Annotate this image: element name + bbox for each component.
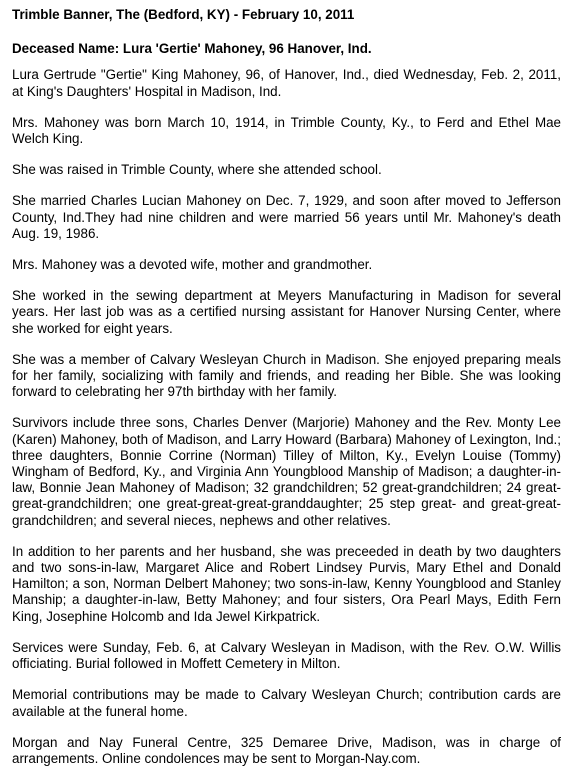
source-heading: Trimble Banner, The (Bedford, KY) - February 10, 2011 (12, 7, 355, 22)
paragraph-church: She was a member of Calvary Wesleyan Church in Madison. She enjoyed preparing meals for her family, socializing with family and friends, and reading her Bible. She was looking forward to celebrating her 97th birthday with her family. (12, 351, 561, 400)
paragraph-funeral-home: Morgan and Nay Funeral Centre, 325 Demaree Drive, Madison, was in charge of arrangements. Online condolences may be sent to Morgan-Nay.com. (12, 734, 561, 766)
deceased-heading: Deceased Name: Lura 'Gertie' Mahoney, 96 Hanover, Ind. (12, 41, 372, 57)
paragraph-birth: Mrs. Mahoney was born March 10, 1914, in Trimble County, Ky., to Ferd and Ethel Mae Welch King. (12, 114, 561, 147)
paragraph-raised: She was raised in Trimble County, where she attended school. (12, 162, 382, 178)
paragraph-memorial: Memorial contributions may be made to Calvary Wesleyan Church; contribution cards are available at the funeral home. (12, 687, 561, 719)
paragraph-marriage: She married Charles Lucian Mahoney on Dec. 7, 1929, and soon after moved to Jefferson County, Ind.They had nine children and were married 56 years until Mr. Mahoney's death Aug. 19, 1986. (12, 193, 561, 241)
paragraph-work: She worked in the sewing department at Meyers Manufacturing in Madison for several years. Her last job was as a certified nursing assistant for Hanover Nursing Center, where she worked for eight years. (12, 288, 561, 336)
paragraph-services: Services were Sunday, Feb. 6, at Calvary Wesleyan in Madison, with the Rev. O.W. Willis officiating. Burial followed in Moffett Cemetery in Milton. (12, 639, 561, 672)
paragraph-devoted: Mrs. Mahoney was a devoted wife, mother and grandmother. (12, 257, 373, 273)
paragraph-death-notice: Lura Gertrude "Gertie" King Mahoney, 96, of Hanover, Ind., died Wednesday, Feb. 2, 2011, at King's Daughters' Hospital in Madison, Ind. (12, 67, 561, 99)
paragraph-survivors: Survivors include three sons, Charles Denver (Marjorie) Mahoney and the Rev. Monty Lee (Karen) Mahoney, both of Madison, and Larry Howard (Barbara) Mahoney of Lexington, Ind.; three daughters, Bonnie Corrine (Norman) Tilley of Milton, Ky., Evelyn Louise (Tommy) Wingham of Bedford, Ky., and Virginia Ann Youngblood Manship of Madison; a daughter-in-law, Bonnie Jean Mahoney of Madison; 32 grandchildren; 52 great-grandchildren; 24 great-great-grandchildren; one great-great-great-granddaughter; 25 step great- and great-great-grandchildren; and several nieces, nephews and other relatives. (12, 415, 561, 528)
paragraph-preceded: In addition to her parents and her husband, she was preceeded in death by two daughters and two sons-in-law, Margaret Alice and Robert Lindsey Purvis, Mary Ethel and Donald Hamilton; a son, Norman Delbert Mahoney; two sons-in-law, Kenny Youngblood and Stanley Manship; a daughter-in-law, Betty Mahoney; and four sisters, Ora Pearl Mays, Edith Fern King, Josephine Holcomb and Ida Jewel Kirkpatrick. (12, 543, 561, 624)
